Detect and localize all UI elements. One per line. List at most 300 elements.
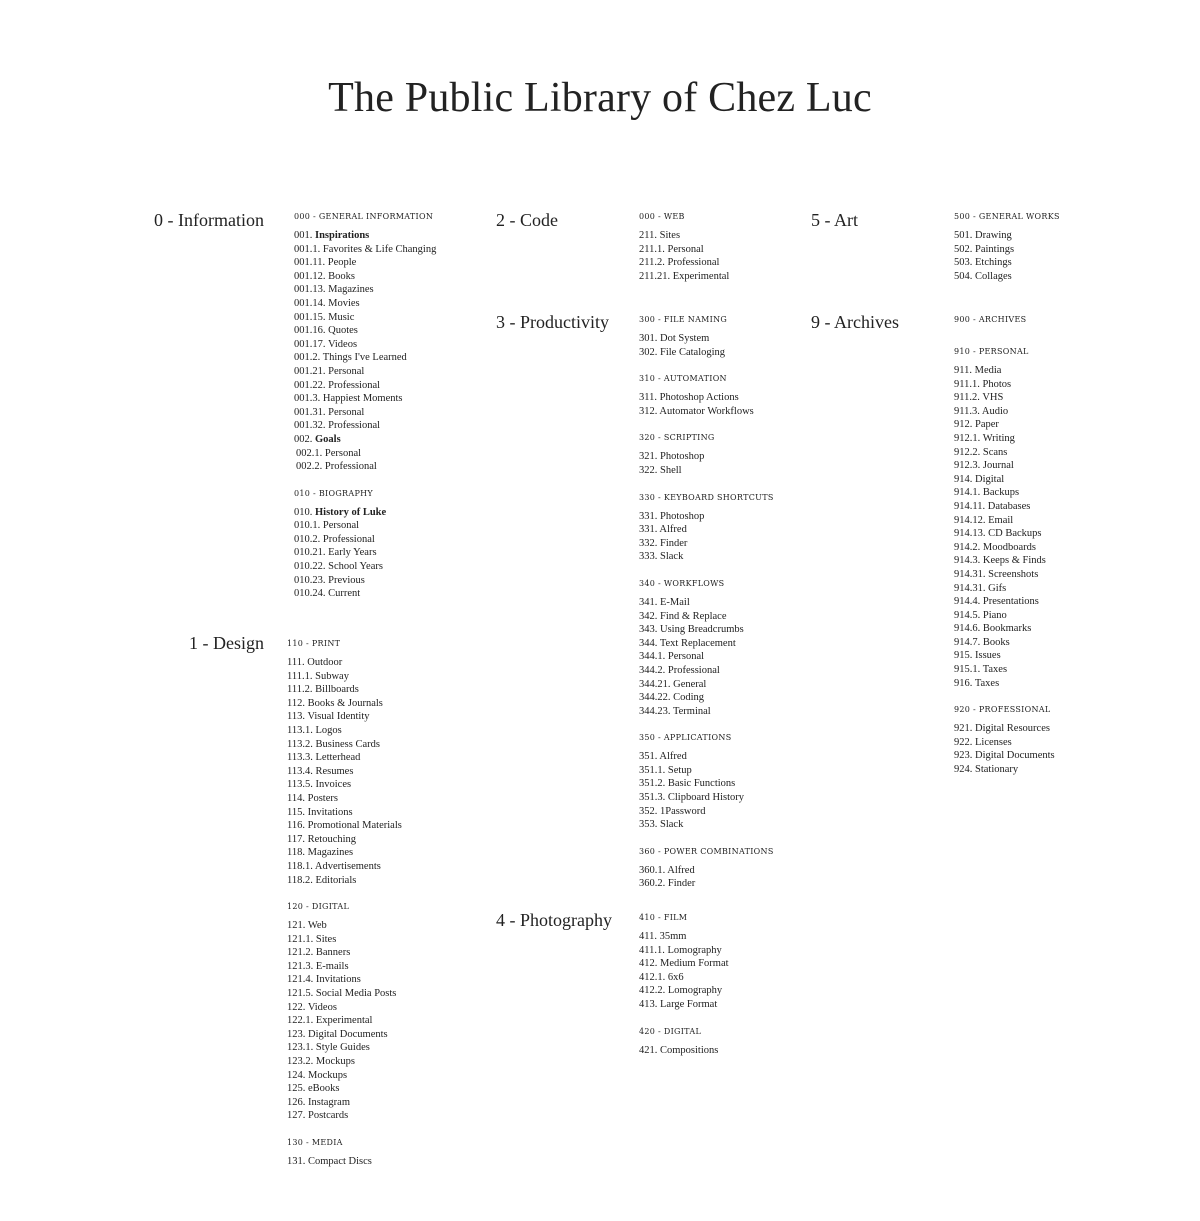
entry-label: E-mails [315, 960, 349, 972]
entry-number: 301. [639, 333, 658, 344]
catalog-entry [287, 1155, 402, 1169]
entry-number: 923. [954, 750, 973, 762]
entry-label: Text Replacement [659, 637, 736, 649]
entry-number: 412. [639, 958, 658, 970]
entry-label: School Years [328, 561, 383, 573]
catalog-entry [954, 749, 1055, 763]
catalog-entry [639, 550, 774, 564]
entry-label: eBooks [308, 1083, 340, 1095]
catalog-entry [294, 419, 436, 433]
entry-number: 123. [287, 1028, 306, 1040]
group-spacer [639, 564, 774, 578]
entry-label: Medium Format [660, 958, 729, 970]
entry-label: Slack [660, 819, 684, 831]
entry-number: 113.2. [287, 738, 313, 750]
entry-label: Quotes [328, 325, 358, 337]
entry-label: Photoshop [660, 510, 705, 522]
entry-number: 914.4. [954, 596, 981, 608]
entry-label: Experimental [315, 1015, 373, 1027]
entry-number: 002.1. [296, 447, 323, 459]
catalog-entry [294, 311, 436, 325]
entry-number: 002.2. [296, 461, 323, 473]
catalog-entry [294, 519, 436, 533]
entry-label: Finder [667, 878, 696, 890]
catalog-entry [287, 683, 402, 697]
entry-number: 342. [639, 610, 658, 622]
section-list-design [287, 638, 402, 1169]
catalog-entry [287, 710, 402, 724]
catalog-entry [294, 283, 436, 297]
entry-number: 912.3. [954, 460, 981, 472]
entry-label: Lomography [667, 944, 722, 956]
entry-number: 001.16. [294, 325, 326, 337]
catalog-entry [954, 446, 1055, 460]
catalog-entry [639, 678, 774, 692]
entry-label: Basic Functions [667, 778, 736, 790]
entry-label: Alfred [667, 864, 695, 876]
catalog-entry [639, 346, 774, 360]
catalog-entry [287, 1028, 402, 1042]
entry-label: Databases [987, 500, 1031, 512]
entry-number: 114. [287, 792, 305, 804]
group-spacer [287, 1123, 402, 1137]
entry-number: 113. [287, 711, 305, 723]
entry-number: 211.21. [639, 270, 671, 282]
catalog-entry [287, 973, 402, 987]
entry-number: 411.1. [639, 944, 665, 956]
entry-number: 312. [639, 405, 658, 417]
entry-label: Presentations [982, 596, 1039, 608]
entry-number: 914.3. [954, 555, 981, 567]
catalog-entry [954, 595, 1055, 609]
catalog-entry [294, 229, 436, 243]
catalog-entry [287, 1109, 402, 1123]
entry-label: Sites [315, 933, 337, 945]
entry-label: Personal [667, 243, 704, 255]
entry-number: 504. [954, 270, 973, 282]
entry-number: 001.12. [294, 270, 326, 282]
catalog-entry [639, 750, 774, 764]
group-heading: 120 - DIGITAL [287, 902, 350, 912]
catalog-entry [954, 486, 1055, 500]
entry-number: 412.1. [639, 971, 666, 983]
entry-number: 351.1. [639, 764, 666, 776]
group-heading: 910 - PERSONAL [954, 347, 1029, 356]
catalog-entry [294, 243, 436, 257]
entry-number: 360.1. [639, 864, 666, 876]
entry-label: Letterhead [315, 752, 361, 764]
catalog-entry [639, 637, 774, 651]
catalog-entry [954, 418, 1055, 432]
catalog-entry [639, 270, 729, 284]
entry-number: 343. [639, 624, 658, 636]
catalog-entry [639, 623, 774, 637]
entry-number: 353. [639, 819, 658, 831]
entry-label: Early Years [328, 547, 377, 559]
entry-label: Billboards [315, 684, 359, 696]
entry-number: 010.24. [294, 588, 326, 600]
entry-number: 118.2. [287, 874, 313, 886]
entry-label: Bookmarks [982, 623, 1032, 635]
entry-label: E-Mail [660, 596, 690, 608]
entry-label: Books [328, 270, 355, 282]
catalog-entry [639, 332, 774, 346]
group-heading: 350 - APPLICATIONS [639, 733, 732, 743]
catalog-entry [954, 405, 1055, 419]
catalog-entry [287, 946, 402, 960]
entry-label: Writing [982, 432, 1015, 444]
catalog-entry [639, 930, 729, 944]
entry-label: Banners [315, 947, 351, 959]
entry-number: 001.2. [294, 352, 321, 364]
entry-number: 001.21. [294, 365, 326, 377]
entry-number: 002. [294, 433, 313, 445]
entry-number: 503. [954, 257, 973, 269]
catalog-entry [954, 473, 1055, 487]
entry-label: 6x6 [667, 971, 684, 983]
entry-label: Backups [982, 487, 1020, 499]
catalog-entry [954, 663, 1055, 677]
catalog-entry [954, 541, 1055, 555]
section-list-photography [639, 912, 729, 1057]
entry-number: 352. [639, 805, 658, 817]
entry-number: 001.11. [294, 257, 326, 269]
catalog-entry [294, 365, 436, 379]
entry-label: Favorites & Life Changing [322, 243, 437, 255]
catalog-entry [639, 537, 774, 551]
entry-number: 331. [639, 524, 658, 536]
entry-label: General [673, 678, 707, 690]
section-list-code [639, 211, 729, 283]
group-spacer [639, 478, 774, 492]
entry-number: 914.31. [954, 582, 986, 594]
group-heading: 300 - FILE NAMING [639, 315, 728, 324]
group-heading: 110 - PRINT [287, 639, 341, 648]
catalog-entry [294, 324, 436, 338]
group-heading: 900 - ARCHIVES [954, 315, 1027, 324]
entry-number: 914.11. [954, 500, 986, 512]
entry-label: Screenshots [988, 568, 1039, 580]
catalog-entry [287, 751, 402, 765]
group-spacer [954, 690, 1055, 704]
entry-label: Professional [322, 533, 375, 545]
catalog-entry [954, 554, 1055, 568]
catalog-entry [294, 297, 436, 311]
catalog-entry [287, 656, 402, 670]
section-heading-photography: 4 - Photography [496, 910, 612, 930]
catalog-entry [639, 705, 774, 719]
entry-number: 914.13. [954, 528, 986, 540]
entry-label: Photoshop Actions [659, 392, 739, 404]
catalog-entry [287, 960, 402, 974]
entry-label: VHS [982, 392, 1004, 404]
catalog-entry [639, 391, 774, 405]
entry-label: Coding [673, 692, 705, 704]
section-heading-information: 0 - Information [154, 210, 264, 230]
catalog-entry [954, 649, 1055, 663]
entry-number: 411. [639, 931, 657, 942]
catalog-entry [294, 338, 436, 352]
entry-label: Terminal [672, 705, 711, 717]
entry-number: 502. [954, 243, 973, 255]
catalog-entry [639, 610, 774, 624]
entry-label: Happiest Moments [322, 393, 403, 405]
entry-label: Advertisements [314, 860, 381, 872]
entry-label: Visual Identity [307, 711, 370, 723]
group-heading: 340 - WORKFLOWS [639, 578, 725, 588]
entry-label: Sites [659, 230, 681, 241]
entry-label: Email [988, 514, 1014, 526]
catalog-entry [954, 568, 1055, 582]
entry-number: 010.2. [294, 533, 321, 545]
entry-number: 010.22. [294, 561, 326, 573]
section-list-productivity [639, 314, 774, 891]
entry-label: Journal [982, 460, 1014, 472]
catalog-entry [954, 459, 1055, 473]
catalog-entry [287, 846, 402, 860]
entry-label: Find & Replace [660, 610, 727, 622]
entry-number: 123.2. [287, 1056, 314, 1068]
entry-number: 001.3. [294, 393, 321, 405]
entry-number: 111.2. [287, 684, 313, 696]
entry-number: 115. [287, 806, 305, 818]
entry-number: 911.1. [954, 378, 980, 390]
catalog-entry [954, 722, 1055, 736]
section-heading-archives: 9 - Archives [811, 312, 899, 332]
catalog-entry [954, 364, 1055, 378]
entry-label: Magazines [328, 284, 374, 296]
entry-number: 302. [639, 346, 658, 358]
group-heading: 920 - PROFESSIONAL [954, 705, 1051, 715]
catalog-entry [294, 392, 436, 406]
entry-number: 111.1. [287, 670, 313, 682]
entry-number: 113.5. [287, 779, 313, 791]
entry-label: Professional [328, 379, 381, 391]
entry-number: 121. [287, 920, 306, 932]
catalog-entry [287, 860, 402, 874]
catalog-entry [287, 792, 402, 806]
group-spacer [287, 887, 402, 901]
entry-label: Invoices [315, 779, 352, 791]
entry-label: Digital [975, 473, 1005, 485]
group-heading: 500 - GENERAL WORKS [954, 212, 1060, 221]
catalog-entry [954, 270, 1060, 284]
catalog-entry [954, 582, 1055, 596]
catalog-entry [294, 587, 436, 601]
entry-number: 116. [287, 820, 305, 832]
catalog-entry [639, 791, 774, 805]
entry-number: 914.2. [954, 541, 981, 553]
entry-number: 912.1. [954, 432, 981, 444]
catalog-entry [294, 560, 436, 574]
entry-label: Lomography [667, 985, 723, 997]
entry-number: 117. [287, 833, 305, 845]
catalog-entry [954, 527, 1055, 541]
entry-number: 112. [287, 697, 305, 709]
catalog-entry [294, 351, 436, 365]
entry-number: 351.3. [639, 792, 666, 804]
entry-label: Large Format [660, 998, 718, 1010]
entry-number: 344.23. [639, 705, 671, 717]
entry-number: 911. [954, 365, 972, 376]
entry-label: Automator Workflows [659, 405, 754, 417]
catalog-entry [954, 736, 1055, 750]
group-heading: 360 - POWER COMBINATIONS [639, 846, 774, 856]
entry-number: 121.2. [287, 947, 314, 959]
group-heading: 000 - WEB [639, 212, 685, 221]
entry-label: Videos [307, 1001, 337, 1013]
entry-label: File Cataloging [660, 346, 726, 358]
entry-number: 911.3. [954, 405, 980, 417]
catalog-entry [639, 984, 729, 998]
entry-number: 916. [954, 677, 973, 689]
catalog-entry [639, 596, 774, 610]
entry-label: History of Luke [315, 506, 387, 518]
entry-label: Gifs [988, 582, 1007, 594]
entry-number: 127. [287, 1110, 306, 1122]
entry-label: Stationary [975, 764, 1019, 776]
group-heading: 420 - DIGITAL [639, 1026, 702, 1036]
entry-number: 412.2. [639, 985, 666, 997]
catalog-entry [954, 763, 1055, 777]
catalog-entry [639, 877, 774, 891]
catalog-entry [294, 447, 436, 461]
group-spacer [639, 359, 774, 373]
catalog-entry [639, 864, 774, 878]
entry-number: 914.5. [954, 609, 981, 621]
catalog-entry [954, 256, 1060, 270]
entry-label: Professional [328, 420, 381, 432]
entry-number: 914. [954, 473, 973, 485]
entry-label: Taxes [974, 677, 1000, 689]
entry-number: 914.12. [954, 514, 986, 526]
entry-number: 915.1. [954, 664, 981, 676]
group-spacer [639, 1012, 729, 1026]
entry-number: 914.6. [954, 623, 981, 635]
entry-label: Previous [328, 574, 365, 586]
catalog-entry [954, 243, 1060, 257]
entry-label: Dot System [660, 333, 710, 344]
entry-number: 915. [954, 650, 973, 662]
catalog-entry [294, 506, 436, 520]
catalog-entry [287, 778, 402, 792]
catalog-entry [294, 379, 436, 393]
catalog-entry [639, 523, 774, 537]
catalog-entry [294, 460, 436, 474]
catalog-entry [287, 1082, 402, 1096]
catalog-entry [639, 818, 774, 832]
entry-label: Issues [975, 650, 1001, 662]
catalog-entry [954, 622, 1055, 636]
catalog-entry [954, 609, 1055, 623]
entry-label: Setup [667, 764, 692, 776]
entry-number: 322. [639, 464, 658, 476]
entry-label: Drawing [975, 230, 1012, 241]
entry-label: Audio [981, 405, 1009, 417]
catalog-entry [287, 919, 402, 933]
entry-number: 010. [294, 506, 313, 518]
entry-label: Digital Documents [975, 750, 1055, 762]
entry-number: 211.2. [639, 257, 665, 269]
entry-number: 413. [639, 998, 658, 1010]
entry-number: 121.1. [287, 933, 314, 945]
entry-number: 351.2. [639, 778, 666, 790]
entry-label: Style Guides [315, 1042, 370, 1054]
entry-label: Business Cards [315, 738, 380, 750]
entry-label: Paintings [975, 243, 1015, 255]
entry-label: Goals [315, 433, 341, 445]
entry-number: 001.22. [294, 379, 326, 391]
entry-number: 921. [954, 723, 973, 735]
group-spacer [639, 718, 774, 732]
catalog-entry [639, 450, 774, 464]
catalog-entry [639, 764, 774, 778]
catalog-entry [954, 229, 1060, 243]
catalog-entry [287, 697, 402, 711]
catalog-entry [287, 1096, 402, 1110]
entry-label: Mockups [315, 1056, 355, 1068]
entry-label: Clipboard History [667, 792, 744, 804]
entry-number: 333. [639, 551, 658, 563]
entry-number: 211.1. [639, 243, 665, 255]
entry-label: Web [307, 920, 327, 932]
catalog-entry [294, 256, 436, 270]
entry-label: Retouching [307, 833, 357, 845]
entry-number: 123.1. [287, 1042, 314, 1054]
entry-number: 912.2. [954, 446, 981, 458]
entry-label: Personal [328, 365, 365, 377]
entry-label: Resumes [315, 765, 354, 777]
entry-label: Compact Discs [308, 1156, 372, 1167]
group-heading: 410 - FILM [639, 913, 688, 922]
entry-number: 344.22. [639, 692, 671, 704]
entry-label: Invitations [315, 974, 361, 986]
group-spacer [294, 474, 436, 488]
entry-label: Books & Journals [307, 697, 383, 709]
entry-number: 911.2. [954, 392, 980, 404]
group-heading: 000 - GENERAL INFORMATION [294, 212, 434, 221]
catalog-entry [287, 987, 402, 1001]
entry-number: 914.7. [954, 636, 981, 648]
entry-label: Alfred [659, 751, 687, 763]
catalog-entry [294, 574, 436, 588]
entry-number: 331. [639, 510, 658, 522]
entry-number: 914.31. [954, 568, 986, 580]
entry-number: 912. [954, 419, 973, 431]
entry-number: 501. [954, 230, 973, 241]
catalog-entry [639, 650, 774, 664]
entry-label: Current [328, 588, 361, 600]
entry-number: 001.14. [294, 297, 326, 309]
section-list-archives [954, 314, 1055, 777]
entry-number: 311. [639, 392, 657, 404]
entry-number: 126. [287, 1096, 306, 1108]
entry-label: Logos [315, 724, 342, 736]
catalog-entry [954, 391, 1055, 405]
entry-label: Moodboards [982, 541, 1036, 553]
catalog-entry [639, 691, 774, 705]
entry-label: Videos [327, 338, 358, 350]
catalog-entry [287, 1069, 402, 1083]
entry-label: Digital Documents [308, 1028, 388, 1040]
entry-label: Keeps & Finds [982, 555, 1046, 567]
entry-number: 121.3. [287, 960, 314, 972]
entry-label: Books [982, 636, 1010, 648]
catalog-entry [287, 806, 402, 820]
catalog-entry [954, 677, 1055, 691]
group-spacer [954, 332, 1055, 346]
entry-number: 001.31. [294, 406, 326, 418]
